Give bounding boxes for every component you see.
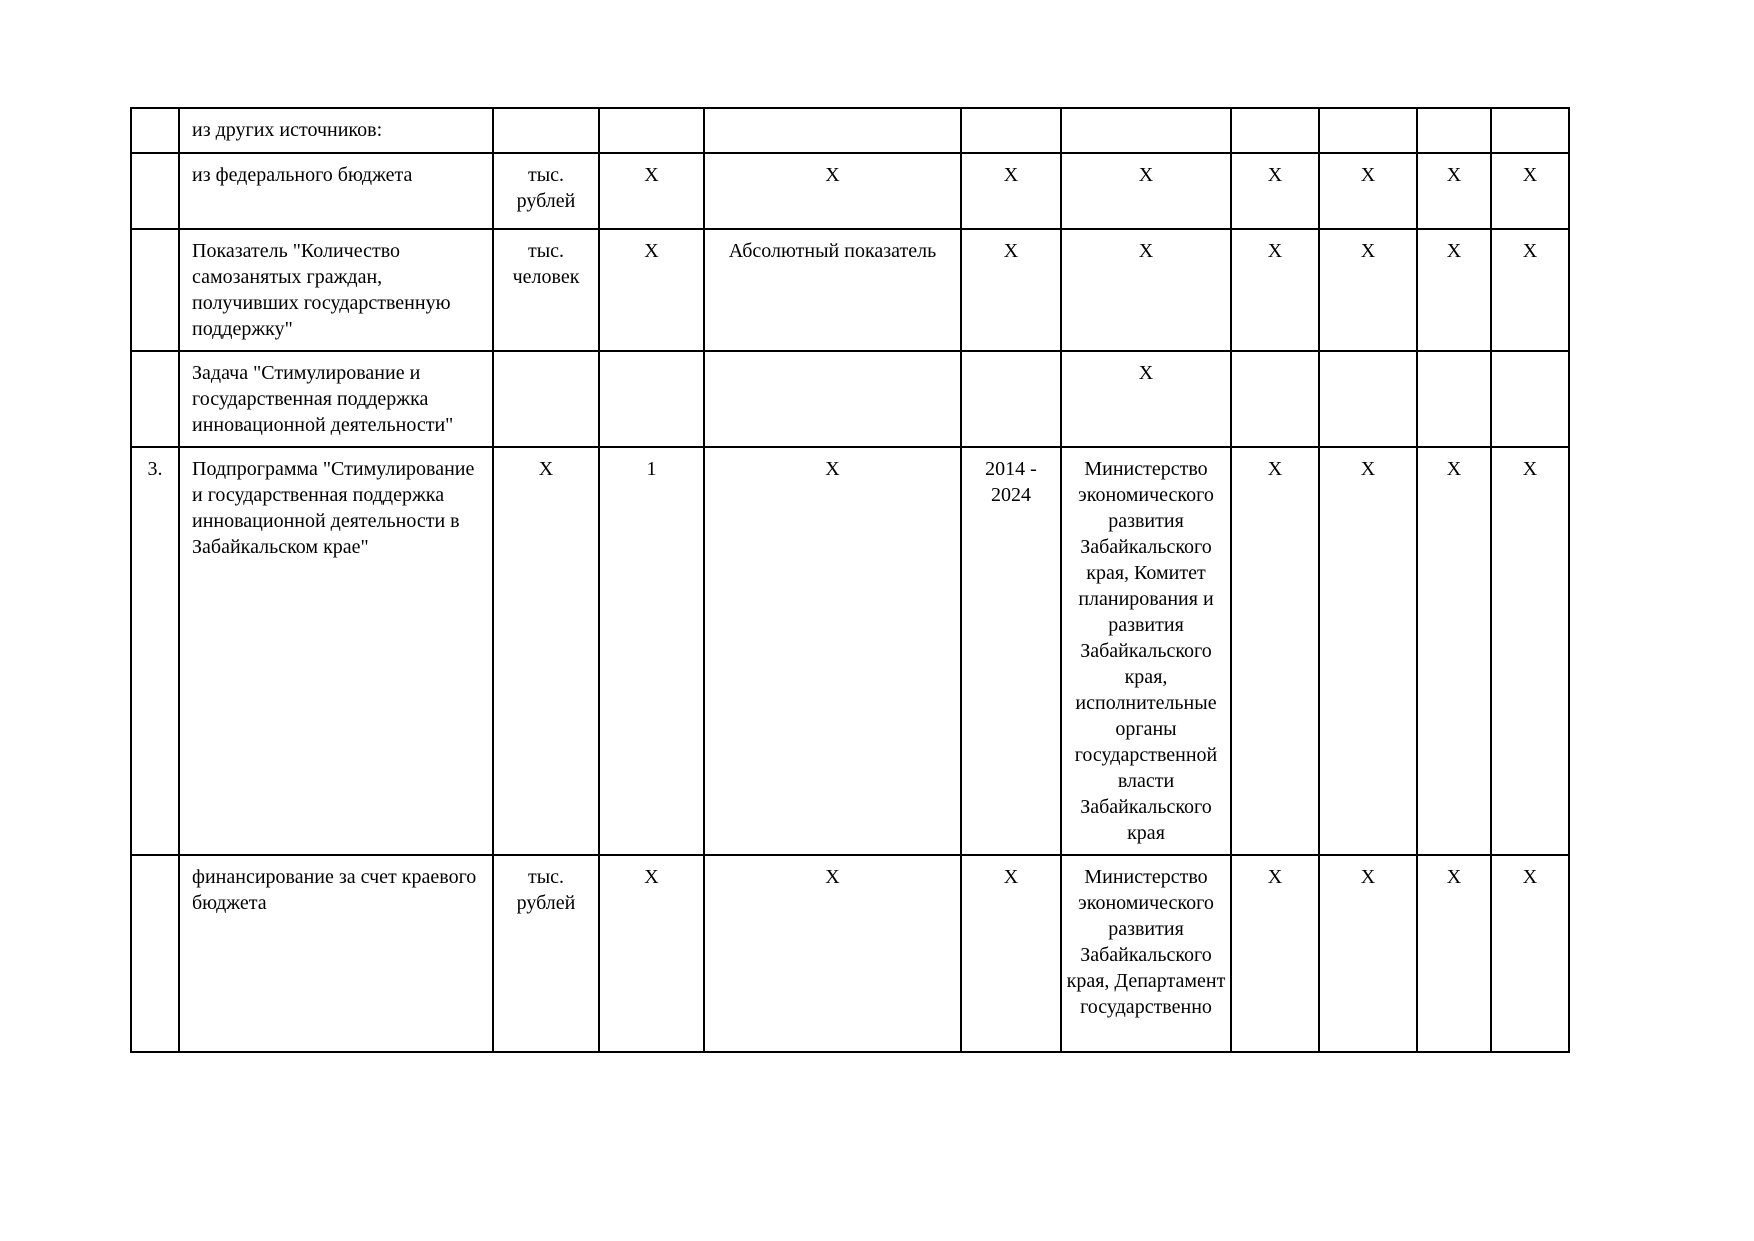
cell-indicator-type: Х xyxy=(704,447,961,855)
cell-name: финансирование за счет краевого бюджета xyxy=(179,855,493,1052)
cell-years xyxy=(961,108,1061,153)
cell-value: Х xyxy=(1231,447,1319,855)
cell-value xyxy=(599,351,704,447)
cell-indicator-type: Абсолютный показатель xyxy=(704,229,961,351)
cell-num xyxy=(131,108,179,153)
cell-value: Х xyxy=(1319,153,1417,229)
cell-value xyxy=(1319,108,1417,153)
cell-unit: тыс. рублей xyxy=(493,855,599,1052)
cell-value xyxy=(1491,351,1569,447)
cell-unit xyxy=(493,108,599,153)
cell-num xyxy=(131,855,179,1052)
cell-value: Х xyxy=(1319,447,1417,855)
cell-years xyxy=(961,351,1061,447)
cell-name: Подпрограмма "Стимулирование и государственная поддержка инновационной деятельности в Забайкальском крае" xyxy=(179,447,493,855)
cell-value xyxy=(1231,108,1319,153)
cell-years: Х xyxy=(961,229,1061,351)
cell-executor: Х xyxy=(1061,229,1231,351)
cell-value: Х xyxy=(599,855,704,1052)
cell-value xyxy=(1417,351,1491,447)
cell-executor xyxy=(1061,108,1231,153)
table-row xyxy=(131,108,1569,153)
cell-name: Задача "Стимулирование и государственная поддержка инновационной деятельности" xyxy=(179,351,493,447)
cell-unit: Х xyxy=(493,447,599,855)
cell-indicator-type: Х xyxy=(704,153,961,229)
cell-executor: Х xyxy=(1061,351,1231,447)
table-row xyxy=(131,229,1569,351)
cell-value: Х xyxy=(1319,229,1417,351)
cell-value xyxy=(1491,108,1569,153)
cell-value: Х xyxy=(1491,855,1569,1052)
cell-value xyxy=(1417,108,1491,153)
cell-name: Показатель "Количество самозанятых граждан, получивших государственную поддержку" xyxy=(179,229,493,351)
cell-value: Х xyxy=(1417,153,1491,229)
cell-years: Х xyxy=(961,153,1061,229)
cell-unit: тыс. рублей xyxy=(493,153,599,229)
cell-name: из других источников: xyxy=(179,108,493,153)
cell-value: Х xyxy=(1417,447,1491,855)
cell-value: Х xyxy=(1319,855,1417,1052)
cell-value xyxy=(1231,351,1319,447)
cell-unit xyxy=(493,351,599,447)
cell-value: Х xyxy=(1231,153,1319,229)
cell-value xyxy=(1319,351,1417,447)
cell-num xyxy=(131,229,179,351)
table-row xyxy=(131,447,1569,855)
cell-unit: тыс. человек xyxy=(493,229,599,351)
cell-indicator-type xyxy=(704,351,961,447)
cell-value: Х xyxy=(599,229,704,351)
cell-indicator-type: Х xyxy=(704,855,961,1052)
cell-value: Х xyxy=(1417,855,1491,1052)
cell-value: 1 xyxy=(599,447,704,855)
cell-indicator-type xyxy=(704,108,961,153)
table-row xyxy=(131,153,1569,229)
table-row xyxy=(131,855,1569,1052)
table-row xyxy=(131,351,1569,447)
cell-value: Х xyxy=(1491,229,1569,351)
cell-value: Х xyxy=(1417,229,1491,351)
cell-value: Х xyxy=(1491,153,1569,229)
cell-value: Х xyxy=(1491,447,1569,855)
cell-value xyxy=(599,108,704,153)
cell-value: Х xyxy=(599,153,704,229)
cell-executor: Министерство экономического развития Забайкальского края, Комитет планирования и развития Забайкальского края, исполнительные органы государственной власти Забайкальского края xyxy=(1061,447,1231,855)
cell-executor: Министерство экономического развития Забайкальского края, Департамент государственно xyxy=(1061,855,1231,1052)
cell-years: Х xyxy=(961,855,1061,1052)
cell-num: 3. xyxy=(131,447,179,855)
cell-num xyxy=(131,351,179,447)
cell-value: Х xyxy=(1231,229,1319,351)
program-structure-table xyxy=(130,107,1570,1053)
cell-num xyxy=(131,153,179,229)
cell-name: из федерального бюджета xyxy=(179,153,493,229)
cell-years: 2014 - 2024 xyxy=(961,447,1061,855)
cell-value: Х xyxy=(1231,855,1319,1052)
cell-executor: Х xyxy=(1061,153,1231,229)
